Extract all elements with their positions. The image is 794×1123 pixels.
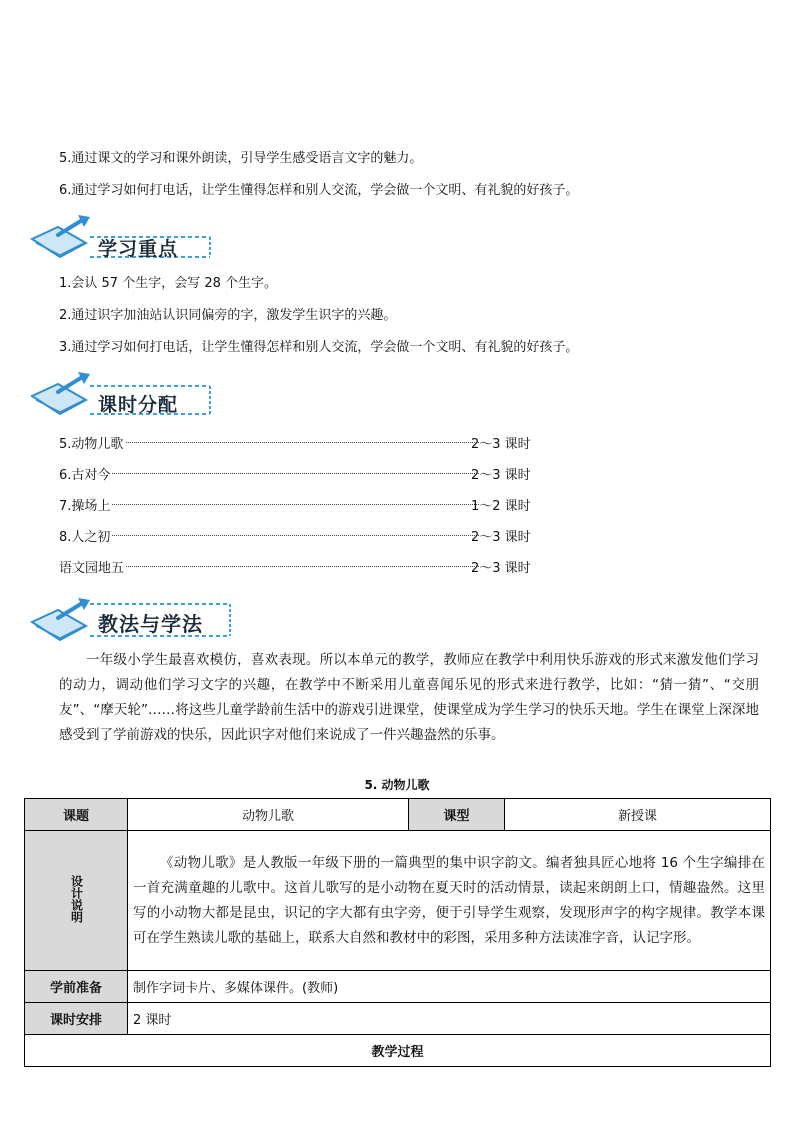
- design-text: 《动物儿歌》是人教版一年级下册的一篇典型的集中识字韵文。编者独具匠心地将 16 个生字编排在一首充满童趣的儿歌中。这首儿歌写的是小动物在夏天时的活动情景，读起来朗朗上口，情趣盎然。这里写的小动物大都是昆虫，识记的字大都有虫字旁，便于引导学生观察，发现形声字的构字规律。教学本课可在学生熟读儿歌的基础上，联系大自然和教材中的彩图，采用多种方法读准字音，认记字形。: [128, 831, 771, 971]
- type-value: 新授课: [505, 799, 771, 831]
- schedule-hours: 2～3 课时: [471, 437, 531, 452]
- section-title: 学习重点: [98, 238, 179, 260]
- schedule-lesson: 5.动物儿歌: [59, 433, 125, 452]
- design-label: 设计说明: [69, 874, 84, 923]
- table-row: [25, 1035, 771, 1067]
- schedule-lesson: 语文园地五: [59, 557, 126, 576]
- schedule-row: [59, 464, 539, 483]
- schedule-hours: 2～3 课时: [471, 530, 531, 545]
- section-title: 课时分配: [98, 394, 179, 416]
- table-row: [25, 831, 771, 971]
- design-label-cell: [25, 831, 128, 971]
- hours-label: 课时安排: [25, 1003, 128, 1035]
- schedule-lesson: 8.人之初: [59, 526, 112, 545]
- table-row: [25, 799, 771, 831]
- leader-dots: [59, 473, 479, 474]
- lesson-info-table: [24, 798, 771, 1067]
- hours-value: 2 课时: [128, 1003, 771, 1035]
- objective-5: 5.通过课文的学习和课外朗读，引导学生感受语言文字的魅力。: [59, 151, 423, 166]
- section-heading-schedule: [28, 370, 238, 414]
- focus-item-3: 3.通过学习如何打电话，让学生懂得怎样和别人交流，学会做一个文明、有礼貌的好孩子。: [59, 340, 579, 355]
- methods-paragraph: 一年级小学生最喜欢模仿，喜欢表现。所以本单元的教学，教师应在教学中利用快乐游戏的形式来激发他们学习的动力，调动他们学习文字的兴趣，在教学中不断采用儿童喜闻乐见的形式来进行教学，比如：“猜一猜”、“交朋友”、“摩天轮”……将这些儿童学龄前生活中的游戏引进课堂，使课堂成为学生学习的快乐天地。学生在课堂上深深地感受到了学前游戏的快乐，因此识字对他们来说成了一件兴趣盎然的乐事。: [59, 652, 759, 743]
- schedule-hours: 1～2 课时: [471, 499, 531, 514]
- schedule-row: [59, 495, 539, 514]
- topic-value: 动物儿歌: [128, 799, 409, 831]
- focus-item-1: 1.会认 57 个生字，会写 28 个生字。: [59, 276, 278, 291]
- leader-dots: [59, 535, 479, 536]
- section-heading-methods: [28, 596, 248, 640]
- schedule-row: [59, 526, 539, 545]
- schedule-lesson: 7.操场上: [59, 495, 112, 514]
- section-title: 教法与学法: [98, 612, 203, 636]
- process-label: 教学过程: [25, 1035, 771, 1067]
- table-row: [25, 1003, 771, 1035]
- lesson-heading: 5. 动物儿歌: [364, 778, 430, 792]
- schedule-row: [59, 557, 539, 576]
- leader-dots: [59, 504, 479, 505]
- objective-6: 6.通过学习如何打电话，让学生懂得怎样和别人交流，学会做一个文明、有礼貌的好孩子。: [59, 183, 579, 198]
- schedule-hours: 2～3 课时: [471, 468, 531, 483]
- focus-item-2: 2.通过识字加油站认识同偏旁的字，激发学生识字的兴趣。: [59, 308, 397, 323]
- schedule-hours: 2～3 课时: [471, 561, 531, 576]
- table-row: [25, 971, 771, 1003]
- prep-value: 制作字词卡片、多媒体课件。(教师): [128, 971, 771, 1003]
- schedule-row: [59, 433, 539, 452]
- type-label: 课型: [409, 799, 505, 831]
- topic-label: 课题: [25, 799, 128, 831]
- schedule-lesson: 6.古对今: [59, 464, 112, 483]
- section-heading-focus: [28, 213, 238, 260]
- prep-label: 学前准备: [25, 971, 128, 1003]
